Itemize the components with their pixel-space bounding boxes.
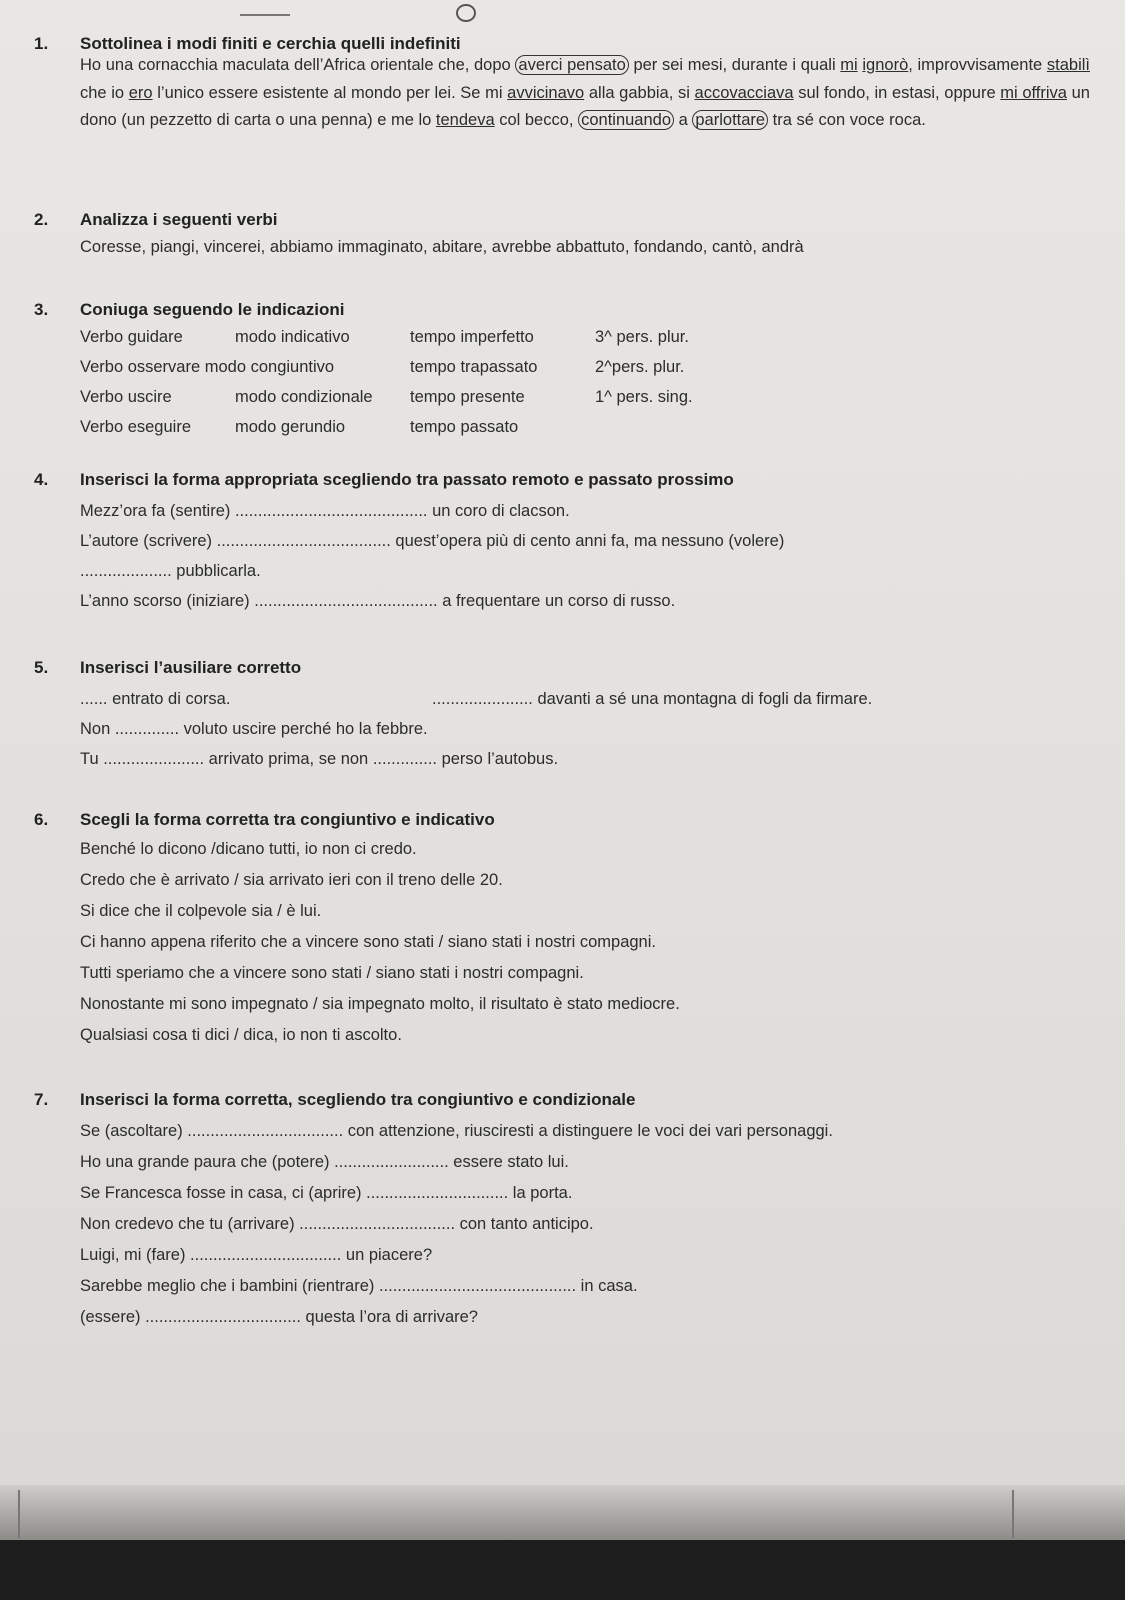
exercise-title: Inserisci la forma appropriata scegliendo tra passato remoto e passato prossimo — [80, 470, 734, 489]
exercise-2-heading — [34, 210, 277, 230]
circled-verb: continuando — [578, 110, 674, 130]
exercise-number: 4. — [34, 470, 49, 489]
choice-sentence: Si dice che il colpevole sia / è lui. — [80, 902, 322, 920]
exercise-4-heading — [34, 470, 734, 490]
fill-in-sentence: Ho una grande paura che (potere) ......................... essere stato lui. — [80, 1153, 569, 1171]
fill-in-sentence: ...................... davanti a sé una montagna di fogli da firmare. — [432, 690, 873, 708]
blank: ...................... — [432, 690, 533, 708]
exercise-number: 7. — [34, 1090, 49, 1109]
edge-line — [1012, 1490, 1014, 1538]
underlined-verb: ero — [128, 83, 153, 102]
fill-in-sentence: Non .............. voluto uscire perché ho la febbre. — [80, 720, 428, 738]
exercise-title: Sottolinea i modi finiti e cerchia quelli indefiniti — [80, 34, 461, 53]
blank: ...................................... — [216, 532, 391, 550]
pen-circle-mark — [456, 4, 476, 22]
choice-sentence: Credo che è arrivato / sia arrivato ieri con il treno delle 20. — [80, 871, 503, 889]
underlined-verb: avvicinavo — [507, 83, 585, 102]
circled-verb: parlottare — [692, 110, 768, 130]
choice-sentence: Benché lo dicono /dicano tutti, io non ci credo. — [80, 840, 417, 858]
exercise-title: Scegli la forma corretta tra congiuntivo e indicativo — [80, 810, 495, 829]
exercise-1-heading — [34, 34, 461, 54]
exercise-5-heading — [34, 658, 301, 678]
underlined-verb: stabilì — [1046, 56, 1090, 74]
fill-in-sentence: L’autore (scrivere) ...................................... quest’opera più di cento anni fa, ma nessuno (volere) — [80, 532, 785, 550]
fill-in-sentence: Se Francesca fosse in casa, ci (aprire) ............................... la porta. — [80, 1184, 573, 1202]
exercise-title: Inserisci la forma corretta, scegliendo tra congiuntivo e condizionale — [80, 1090, 636, 1109]
exercise-3-heading — [34, 300, 344, 320]
underlined-verb: tendeva — [435, 111, 495, 129]
exercise-7-heading — [34, 1090, 635, 1110]
exercise-number: 6. — [34, 810, 49, 829]
fill-in-sentence: Sarebbe meglio che i bambini (rientrare) ........................................... in casa. — [80, 1277, 638, 1295]
underlined-verb: mi offriva — [1000, 83, 1067, 102]
exercise-1-paragraph: Ho una cornacchia maculata dell’Africa orientale che, dopo averci pensato per sei mesi, durante i quali mi ignorò, improvvisamente stabilì che io ero l’unico essere esistente al mondo per lei. Se mi avvicinavo alla gabbia, si accovacciava sul fondo, in estasi, oppure mi offriva un dono (un pezzetto di carta o una penna) e me lo tendeva col becco, continuando a parlottare tra sé con voce roca. — [80, 56, 1090, 129]
fill-in-sentence: ...... entrato di corsa. — [80, 690, 231, 708]
verb-list: Coresse, piangi, vincerei, abbiamo immaginato, abitare, avrebbe abbattuto, fondando, cantò, andrà — [80, 238, 804, 256]
fill-in-sentence: .................... pubblicarla. — [80, 562, 261, 580]
fill-in-sentence: Luigi, mi (fare) ................................. un piacere? — [80, 1246, 433, 1264]
fill-in-sentence: L’anno scorso (iniziare) ........................................ a frequentare un corso di russo. — [80, 592, 676, 610]
circled-verb: averci pensato — [515, 55, 628, 75]
choice-sentence: Tutti speriamo che a vincere sono stati / siano stati i nostri compagni. — [80, 964, 584, 982]
worksheet-page: 1. Sottolinea i modi finiti e cerchia quelli indefiniti Ho una cornacchia maculata dell’Africa orientale che, dopo averci pensato per sei mesi, durante i quali mi ignorò, improvvisamente stabilì che io ero l’unico essere esistente al mondo per lei. Se mi avvicinavo alla gabbia, si accovacciava sul fondo, in estasi, oppure mi offriva un dono (un pezzetto di carta o una penna) e me lo tendeva col becco, continuando a parlottare tra sé con voce roca. 2. Analizza i seguenti verbi Coresse, piangi, vincerei, abbiamo immaginato, abitare, avrebbe abbattuto, fondando, cantò, andrà 3. Coniuga seguendo le indicazioni Verbo guidare modo indicativo tempo imperfetto 3^ pers. plur. Verbo osservare modo congiuntivo tempo trapassato 2^pers. plur. Verbo uscire modo condizionale tempo presente 1^ pers. sing. Verbo eseguire modo gerundio tempo passato 4. Inserisci la forma appropriata scegliendo tra passato remoto e passato prossimo Mezz’ora fa (sentire) .......................................... un coro di clacson. L’autore (scrivere) ...................................... quest’opera più di cento anni fa, ma nessuno (volere) .................... pubblicarla. L’anno scorso (iniziare) ........................................ a frequentare un corso di russo. 5. Inserisci l’ausiliare corretto ...... entrato di corsa. ...................... davanti a sé una montagna di fogli da firmare. Non .............. voluto uscire perché ho la febbre. Tu ...................... arrivato prima, se non .............. perso l’autobus. 6. Scegli la forma corretta tra congiuntivo e indicativo Benché lo dicono /dicano tutti, io non ci credo. Credo che è arrivato / sia arrivato ieri con il treno delle 20. Si dice che il colpevole sia / è lui. Ci hanno appena riferito che a vincere sono stati / siano stati i nostri compagni. Tutti speriamo che a vincere sono stati / siano stati i nostri compagni. Nonostante mi sono impegnato / sia impegnato molto, il risultato è stato mediocre. Qualsiasi cosa ti dici / dica, io non ti ascolto. 7. Inserisci la forma corretta, scegliendo tra congiuntivo e condizionale Se (ascoltare) .................................. con attenzione, riusciresti a distinguere le voci dei vari personaggi. Ho una grande paura che (potere) ......................... essere stato lui. Se Francesca fosse in casa, ci (aprire) ............................... la porta. Non credevo che tu (arrivare) .................................. con tanto anticipo. Luigi, mi (fare) ................................. un piacere? Sarebbe meglio che i bambini (rientrare) ........................................... in casa. (essere) .................................. questa l’ora di arrivare? — [0, 0, 1125, 1485]
fill-in-sentence: Mezz’ora fa (sentire) .......................................... un coro di clacson. — [80, 502, 570, 520]
exercise-title: Analizza i seguenti verbi — [80, 210, 278, 229]
exercise-number: 3. — [34, 300, 49, 319]
choice-sentence: Nonostante mi sono impegnato / sia impegnato molto, il risultato è stato mediocre. — [80, 995, 680, 1013]
blank: .......................................... — [234, 502, 428, 520]
blank: ........................................ — [254, 592, 438, 610]
exercise-number: 2. — [34, 210, 49, 229]
exercise-title: Inserisci l’ausiliare corretto — [80, 658, 302, 677]
page-bottom-edge — [0, 1485, 1125, 1540]
underlined-verb: accovacciava — [694, 83, 794, 102]
fill-in-sentence: Tu ...................... arrivato prima, se non .............. perso l’autobus. — [80, 750, 559, 768]
fill-in-sentence: Non credevo che tu (arrivare) .................................. con tanto anticipo. — [80, 1215, 594, 1233]
background-surface — [0, 1540, 1125, 1600]
exercise-6-heading — [34, 810, 495, 830]
edge-line — [18, 1490, 20, 1538]
exercise-number: 5. — [34, 658, 49, 677]
fill-in-sentence: Se (ascoltare) .................................. con attenzione, riusciresti a distinguere le voci dei vari personaggi. — [80, 1122, 833, 1140]
underlined-verb: ignorò — [862, 56, 909, 74]
pen-mark — [240, 14, 290, 16]
underlined-verb: mi — [840, 56, 858, 74]
exercise-title: Coniuga seguendo le indicazioni — [80, 300, 345, 319]
blank: .................... — [80, 562, 172, 580]
fill-in-sentence: (essere) .................................. questa l’ora di arrivare? — [80, 1308, 478, 1326]
choice-sentence: Ci hanno appena riferito che a vincere sono stati / siano stati i nostri compagni. — [80, 933, 656, 951]
exercise-number: 1. — [34, 34, 49, 53]
choice-sentence: Qualsiasi cosa ti dici / dica, io non ti ascolto. — [80, 1026, 402, 1044]
